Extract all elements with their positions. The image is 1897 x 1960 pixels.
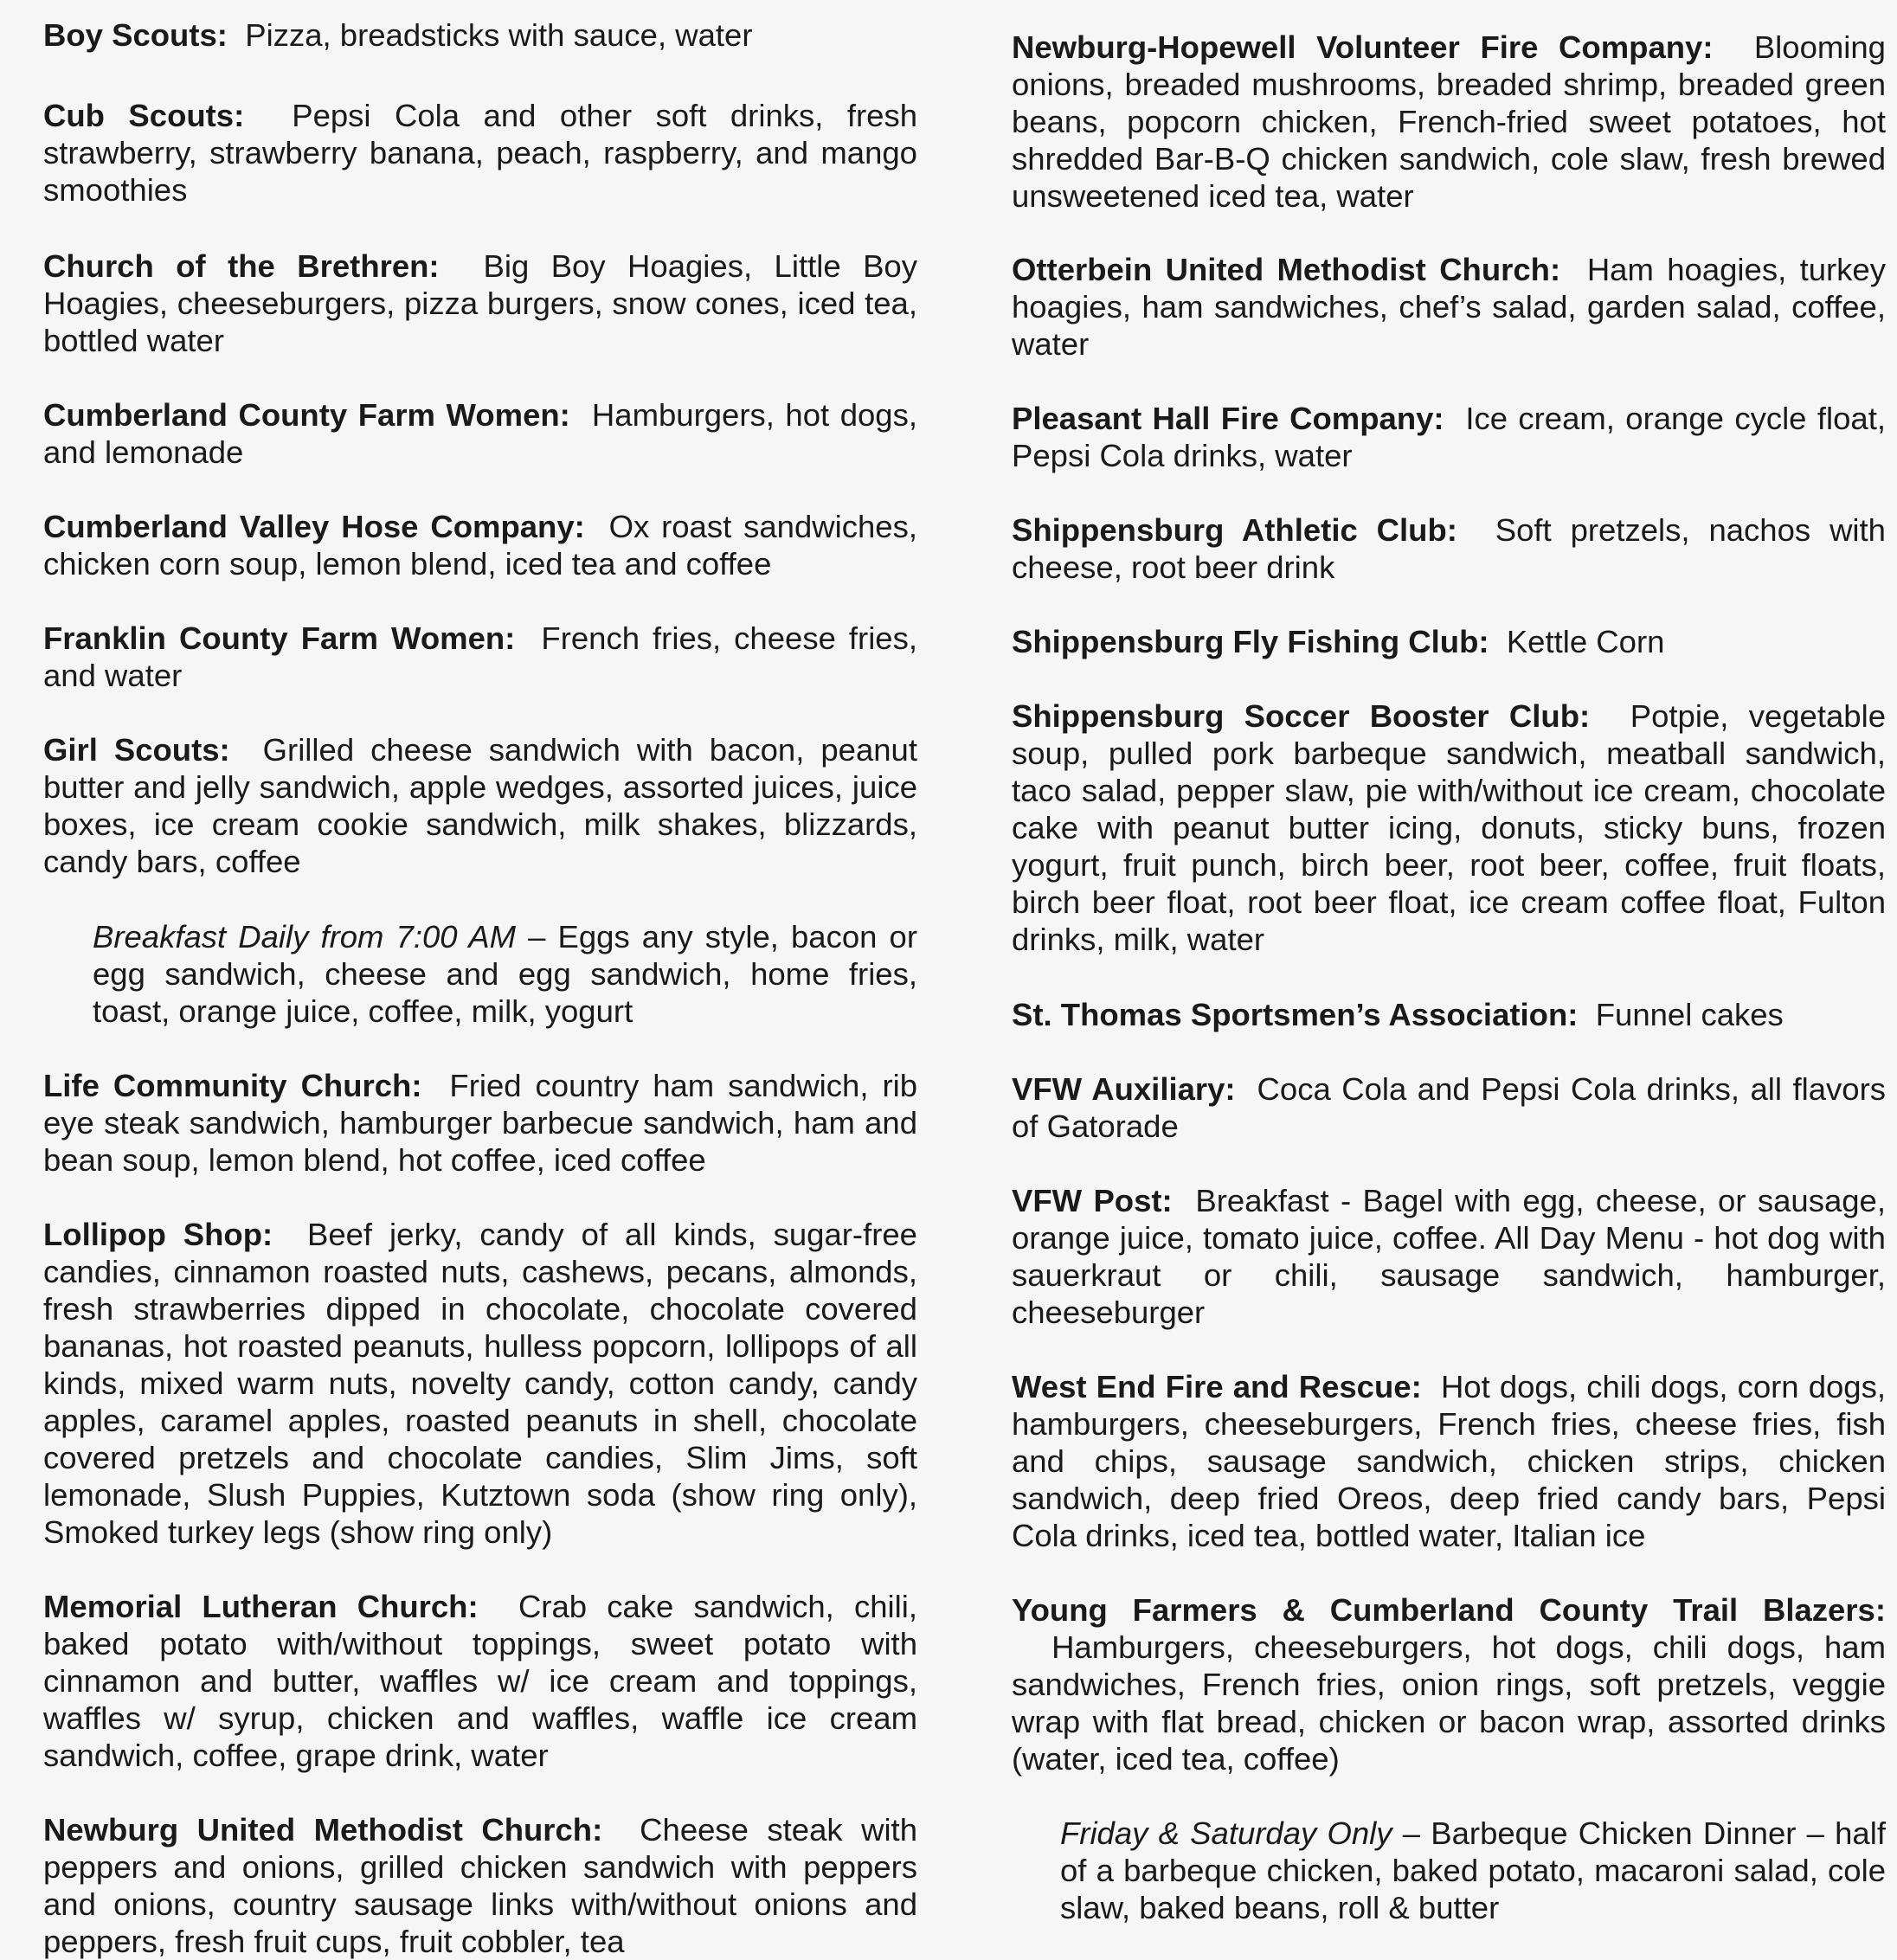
vendor-entry — [1012, 29, 1886, 215]
vendor-entry — [1012, 400, 1886, 474]
vendor-name: Cumberland County Farm Women: — [43, 397, 570, 433]
vendor-entry — [43, 731, 917, 880]
vendor-entry — [43, 247, 917, 359]
friday-saturday-note — [1060, 1815, 1886, 1926]
vendor-items: Crab cake sandwich, chili, baked potato with/without toppings, sweet potato with cinnamon and butter, waffles w/ ice cream and toppings, waffles w/ syrup, chicken and waffles, waffle ice cream sandwich, coffee, grape drink, water — [43, 1589, 917, 1773]
vendor-entry — [1012, 697, 1886, 958]
vendor-entry — [43, 508, 917, 582]
vendor-name: Cub Scouts: — [43, 98, 245, 133]
vendor-items: Grilled cheese sandwich with bacon, peanut butter and jelly sandwich, apple wedges, assorted juices, juice boxes, ice cream cookie sandwich, milk shakes, blizzards, candy bars, coffee — [43, 732, 917, 879]
vendor-name: Church of the Brethren: — [43, 248, 440, 284]
vendor-entry — [43, 1216, 917, 1551]
vendor-name: Franklin County Farm Women: — [43, 620, 516, 656]
vendor-entry — [1012, 1182, 1886, 1331]
vendor-items: Hamburgers, cheeseburgers, hot dogs, chili dogs, ham sandwiches, French fries, onion rings, soft pretzels, veggie wrap with flat bread, chicken or bacon wrap, assorted drinks (water, iced tea, coffee) — [1012, 1629, 1886, 1777]
vendor-entry — [1012, 623, 1886, 660]
vendor-entry — [1012, 1368, 1886, 1554]
vendor-entry — [43, 1588, 917, 1774]
vendor-name: West End Fire and Rescue: — [1012, 1369, 1422, 1404]
vendor-name: Shippensburg Athletic Club: — [1012, 512, 1457, 548]
friday-note-dash: – — [1392, 1815, 1431, 1851]
vendor-entry — [43, 16, 917, 54]
vendor-items: Kettle Corn — [1506, 624, 1665, 659]
vendor-name: Newburg-Hopewell Volunteer Fire Company: — [1012, 29, 1714, 65]
vendor-entry — [43, 1811, 917, 1960]
breakfast-note-items: Eggs any style, bacon or egg sandwich, cheese and egg sandwich, home fries, toast, orange juice, coffee, milk, yogurt — [93, 919, 917, 1029]
vendor-items: Hamburgers, hot dogs, and lemonade — [43, 397, 917, 470]
vendor-items: Pepsi Cola and other soft drinks, fresh strawberry, strawberry banana, peach, raspberry, and mango smoothies — [43, 98, 918, 208]
vendor-entry — [1012, 511, 1886, 586]
vendor-items: Big Boy Hoagies, Little Boy Hoagies, cheeseburgers, pizza burgers, snow cones, iced tea, bottled water — [43, 248, 917, 358]
vendor-name: St. Thomas Sportsmen’s Association: — [1012, 997, 1579, 1032]
vendor-entry — [1012, 1591, 1886, 1777]
vendor-name: Cumberland Valley Hose Company: — [43, 509, 585, 544]
vendor-name: Girl Scouts: — [43, 732, 230, 768]
vendor-name: Otterbein United Methodist Church: — [1012, 252, 1561, 287]
vendor-items: Ham hoagies, turkey hoagies, ham sandwiches, chef’s salad, garden salad, coffee, water — [1012, 252, 1886, 362]
friday-note-lead: Friday & Saturday Only — [1060, 1815, 1392, 1851]
vendor-name: Shippensburg Fly Fishing Club: — [1012, 624, 1489, 659]
vendor-entry — [43, 396, 917, 471]
vendor-name: Pleasant Hall Fire Company: — [1012, 401, 1444, 436]
vendor-items: Beef jerky, candy of all kinds, sugar-free candies, cinnamon roasted nuts, cashews, pecans, almonds, fresh strawberries dipped in chocolate, chocolate covered bananas, hot roasted peanuts, hulless popcorn, lollipops of all kinds, mixed warm nuts, novelty candy, cotton candy, candy apples, caramel apples, roasted peanuts in shell, chocolate covered pretzels and chocolate candies, Slim Jims, soft lemonade, Slush Puppies, Kutztown soda (show ring only), Smoked turkey legs (show ring only) — [43, 1217, 917, 1550]
vendor-name: Boy Scouts: — [43, 17, 228, 53]
vendor-name: Life Community Church: — [43, 1068, 422, 1103]
vendor-name: Memorial Lutheran Church: — [43, 1589, 479, 1624]
vendor-name: Young Farmers & Cumberland County Trail Blazers: — [1012, 1592, 1886, 1628]
vendor-name: VFW Auxiliary: — [1012, 1071, 1236, 1107]
vendor-name: Shippensburg Soccer Booster Club: — [1012, 698, 1591, 734]
vendor-entry — [43, 1067, 917, 1179]
vendor-entry — [1012, 996, 1886, 1033]
vendor-name: VFW Post: — [1012, 1183, 1173, 1218]
vendor-items: Ice cream, orange cycle float, Pepsi Cola drinks, water — [1012, 401, 1886, 473]
breakfast-note — [93, 918, 917, 1030]
vendor-entry — [1012, 251, 1886, 363]
vendor-items: Ox roast sandwiches, chicken corn soup, lemon blend, iced tea and coffee — [43, 509, 917, 582]
vendor-items: Blooming onions, breaded mushrooms, breaded shrimp, breaded green beans, popcorn chicken, French-fried sweet potatoes, hot shredded Bar-B-Q chicken sandwich, cole slaw, fresh brewed unsweetened iced tea, water — [1012, 29, 1886, 214]
vendor-items: Cheese steak with peppers and onions, grilled chicken sandwich with peppers and onions, country sausage links with/without onions and peppers, fresh fruit cups, fruit cobbler, tea — [43, 1812, 917, 1959]
vendor-items: Coca Cola and Pepsi Cola drinks, all flavors of Gatorade — [1012, 1071, 1886, 1144]
vendor-items: French fries, cheese fries, and water — [43, 620, 917, 693]
vendor-items: Breakfast - Bagel with egg, cheese, or sausage, orange juice, tomato juice, coffee. All Day Menu - hot dog with sauerkraut or chili, sausage sandwich, hamburger, cheeseburger — [1012, 1183, 1886, 1330]
breakfast-note-dash: – — [516, 919, 558, 954]
vendor-items: Funnel cakes — [1595, 997, 1784, 1032]
friday-note-items: Barbeque Chicken Dinner – half of a barbeque chicken, baked potato, macaroni salad, cole slaw, baked beans, roll & butter — [1060, 1815, 1886, 1925]
vendor-entry — [1012, 1070, 1886, 1145]
vendor-items: Soft pretzels, nachos with cheese, root beer drink — [1012, 512, 1886, 585]
vendor-entry — [43, 97, 917, 209]
vendor-items: Fried country ham sandwich, rib eye steak sandwich, hamburger barbecue sandwich, ham and bean soup, lemon blend, hot coffee, iced coffee — [43, 1068, 918, 1178]
vendor-items: Potpie, vegetable soup, pulled pork barbeque sandwich, meatball sandwich, taco salad, pepper slaw, pie with/without ice cream, chocolate cake with peanut butter icing, donuts, sticky buns, frozen yogurt, fruit punch, birch beer, root beer, coffee, fruit floats, birch beer float, root beer float, ice cream coffee float, Fulton drinks, milk, water — [1012, 698, 1886, 957]
breakfast-note-lead: Breakfast Daily from 7:00 AM — [93, 919, 517, 954]
vendor-items: Hot dogs, chili dogs, corn dogs, hamburgers, cheeseburgers, French fries, cheese fries, fish and chips, sausage sandwich, chicken strips, chicken sandwich, deep fried Oreos, deep fried candy bars, Pepsi Cola drinks, iced tea, bottled water, Italian ice — [1012, 1369, 1886, 1553]
vendor-entry — [43, 620, 917, 694]
vendor-name: Newburg United Methodist Church: — [43, 1812, 603, 1848]
vendor-name: Lollipop Shop: — [43, 1217, 273, 1252]
vendor-items: Pizza, breadsticks with sauce, water — [245, 17, 753, 53]
